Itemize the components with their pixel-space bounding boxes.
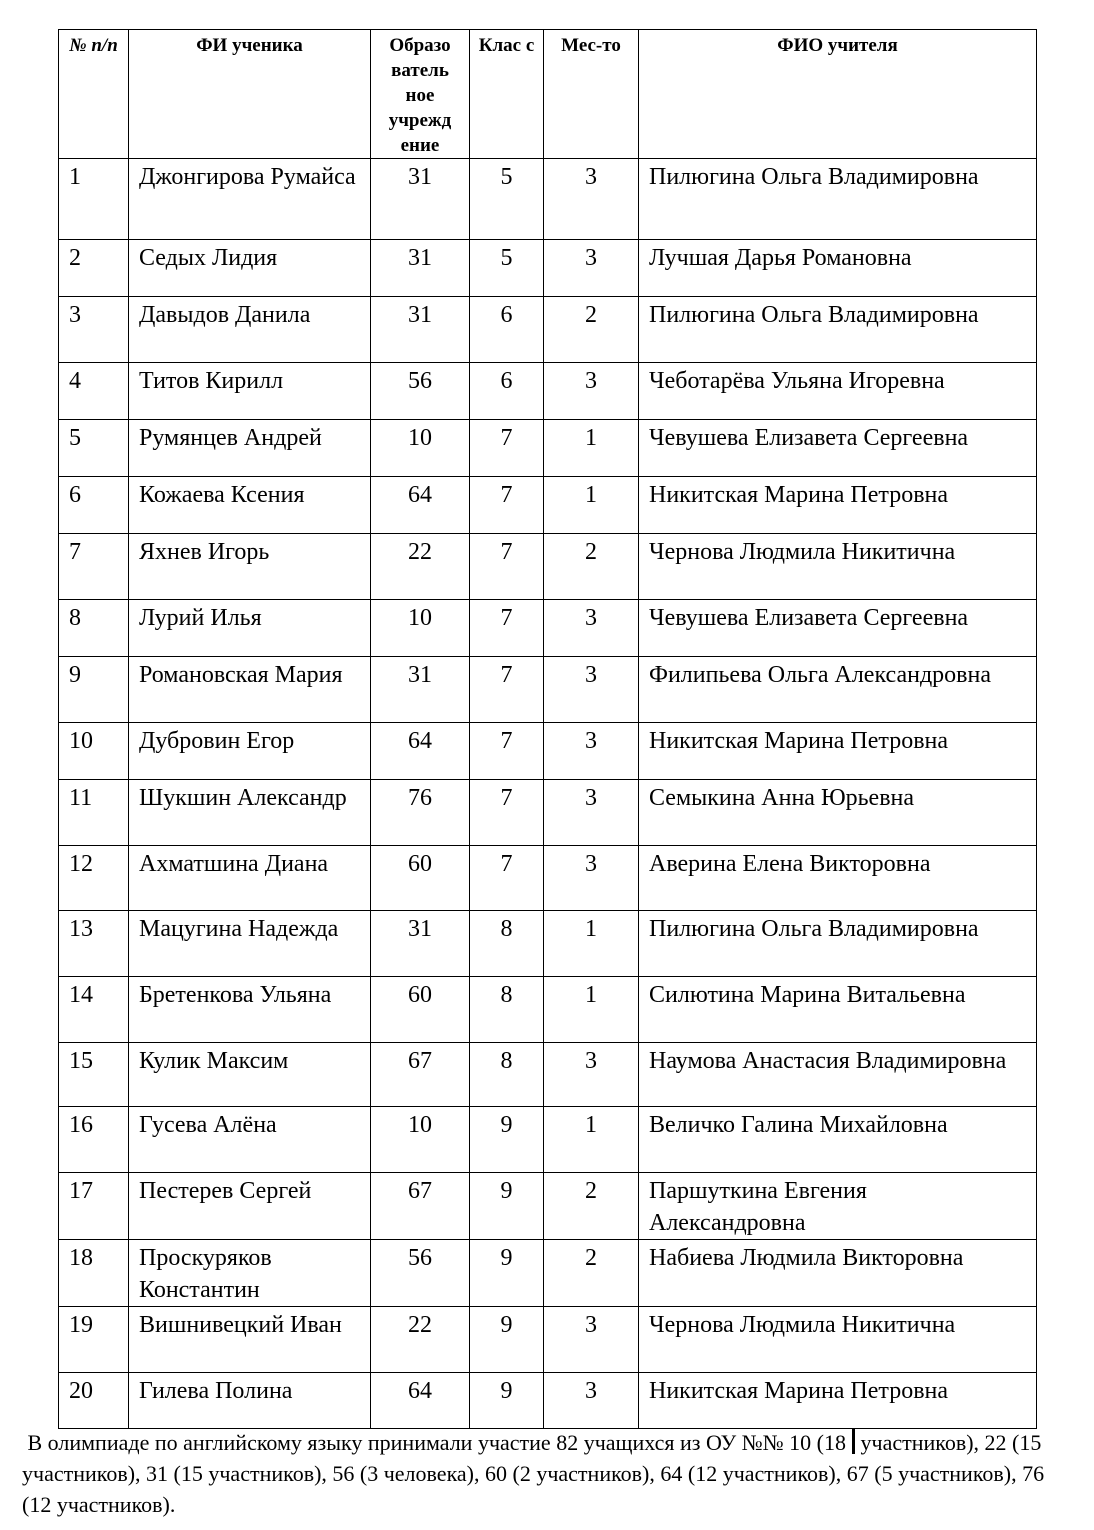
table-row	[59, 1107, 1037, 1173]
teacher-name: Чевушева Елизавета Сергеевна	[639, 600, 1037, 657]
row-number: 18	[59, 1240, 129, 1307]
row-number: 7	[59, 534, 129, 600]
teacher-name: Величко Галина Михайловна	[639, 1107, 1037, 1173]
place: 2	[544, 534, 639, 600]
student-name: Гилева Полина	[129, 1373, 371, 1429]
teacher-name: Чернова Людмила Никитична	[639, 1307, 1037, 1373]
grade: 8	[470, 977, 544, 1043]
header-teacher: ФИО учителя	[639, 30, 1037, 159]
row-number: 16	[59, 1107, 129, 1173]
table-row	[59, 723, 1037, 780]
row-number: 12	[59, 846, 129, 911]
table-row	[59, 534, 1037, 600]
table-body	[59, 159, 1037, 1429]
teacher-name: Чеботарёва Ульяна Игоревна	[639, 363, 1037, 420]
row-number: 1	[59, 159, 129, 240]
teacher-name: Пилюгина Ольга Владимировна	[639, 159, 1037, 240]
school-number: 76	[371, 780, 470, 846]
row-number: 13	[59, 911, 129, 977]
grade: 5	[470, 240, 544, 297]
teacher-name: Лучшая Дарья Романовна	[639, 240, 1037, 297]
place: 3	[544, 780, 639, 846]
teacher-name: Наумова Анастасия Владимировна	[639, 1043, 1037, 1107]
place: 3	[544, 723, 639, 780]
student-name: Дубровин Егор	[129, 723, 371, 780]
row-number: 4	[59, 363, 129, 420]
row-number: 15	[59, 1043, 129, 1107]
grade: 7	[470, 657, 544, 723]
school-number: 22	[371, 1307, 470, 1373]
header-grade: Клас с	[470, 30, 544, 159]
student-name: Мацугина Надежда	[129, 911, 371, 977]
place: 3	[544, 1043, 639, 1107]
student-name: Румянцев Андрей	[129, 420, 371, 477]
row-number: 2	[59, 240, 129, 297]
header-place: Мес-то	[544, 30, 639, 159]
grade: 9	[470, 1107, 544, 1173]
school-number: 56	[371, 363, 470, 420]
grade: 5	[470, 159, 544, 240]
row-number: 14	[59, 977, 129, 1043]
place: 1	[544, 420, 639, 477]
grade: 7	[470, 420, 544, 477]
table-row	[59, 1240, 1037, 1307]
row-number: 6	[59, 477, 129, 534]
grade: 7	[470, 600, 544, 657]
table-header-row	[59, 30, 1037, 159]
school-number: 64	[371, 477, 470, 534]
place: 3	[544, 363, 639, 420]
row-number: 8	[59, 600, 129, 657]
student-name: Шукшин Александр	[129, 780, 371, 846]
school-number: 31	[371, 911, 470, 977]
place: 3	[544, 1373, 639, 1429]
teacher-name: Набиева Людмила Викторовна	[639, 1240, 1037, 1307]
place: 2	[544, 1240, 639, 1307]
place: 3	[544, 600, 639, 657]
teacher-name: Никитская Марина Петровна	[639, 723, 1037, 780]
teacher-name: Пилюгина Ольга Владимировна	[639, 911, 1037, 977]
grade: 9	[470, 1373, 544, 1429]
student-name: Пестерев Сергей	[129, 1173, 371, 1240]
place: 1	[544, 977, 639, 1043]
row-number: 20	[59, 1373, 129, 1429]
school-number: 64	[371, 1373, 470, 1429]
school-number: 64	[371, 723, 470, 780]
school-number: 10	[371, 1107, 470, 1173]
header-school: Образо ватель ное учрежд ение	[371, 30, 470, 159]
school-number: 67	[371, 1043, 470, 1107]
summary-text-line1: В олимпиаде по английскому языку принимали участие 82 учащихся из ОУ №№ 10 (18	[27, 1430, 846, 1455]
place: 3	[544, 240, 639, 297]
grade: 9	[470, 1173, 544, 1240]
student-name: Яхнев Игорь	[129, 534, 371, 600]
row-number: 11	[59, 780, 129, 846]
place: 3	[544, 657, 639, 723]
summary-paragraph	[22, 1427, 1052, 1520]
teacher-name: Никитская Марина Петровна	[639, 1373, 1037, 1429]
school-number: 31	[371, 297, 470, 363]
teacher-name: Никитская Марина Петровна	[639, 477, 1037, 534]
school-number: 67	[371, 1173, 470, 1240]
header-student: ФИ ученика	[129, 30, 371, 159]
school-number: 60	[371, 846, 470, 911]
summary-text-rest: участников), 22 (15 участников), 31 (15 участников), 56 (3 человека), 60 (2 участников), 64 (12 участников), 67 (5 участников), 76 (12 участников).	[22, 1430, 1045, 1517]
table-row	[59, 477, 1037, 534]
student-name: Ахматшина Диана	[129, 846, 371, 911]
place: 3	[544, 159, 639, 240]
grade: 8	[470, 911, 544, 977]
row-number: 5	[59, 420, 129, 477]
table-row	[59, 1043, 1037, 1107]
table-row	[59, 420, 1037, 477]
table-row	[59, 1307, 1037, 1373]
place: 3	[544, 846, 639, 911]
grade: 6	[470, 363, 544, 420]
grade: 7	[470, 846, 544, 911]
place: 1	[544, 911, 639, 977]
table-row	[59, 780, 1037, 846]
results-table	[58, 29, 1037, 1429]
place: 3	[544, 1307, 639, 1373]
place: 1	[544, 1107, 639, 1173]
student-name: Проскуряков Константин	[129, 1240, 371, 1307]
table-row	[59, 159, 1037, 240]
grade: 9	[470, 1240, 544, 1307]
table-row	[59, 977, 1037, 1043]
school-number: 31	[371, 159, 470, 240]
row-number: 10	[59, 723, 129, 780]
school-number: 31	[371, 657, 470, 723]
row-number: 19	[59, 1307, 129, 1373]
table-row	[59, 1373, 1037, 1429]
grade: 9	[470, 1307, 544, 1373]
school-number: 31	[371, 240, 470, 297]
student-name: Кулик Максим	[129, 1043, 371, 1107]
teacher-name: Чернова Людмила Никитична	[639, 534, 1037, 600]
grade: 7	[470, 477, 544, 534]
teacher-name: Силютина Марина Витальевна	[639, 977, 1037, 1043]
table-row	[59, 657, 1037, 723]
grade: 7	[470, 723, 544, 780]
teacher-name: Аверина Елена Викторовна	[639, 846, 1037, 911]
table-row	[59, 1173, 1037, 1240]
place: 2	[544, 297, 639, 363]
row-number: 17	[59, 1173, 129, 1240]
student-name: Романовская Мария	[129, 657, 371, 723]
school-number: 10	[371, 600, 470, 657]
teacher-name: Чевушева Елизавета Сергеевна	[639, 420, 1037, 477]
table-row	[59, 846, 1037, 911]
text-cursor	[852, 1428, 855, 1454]
row-number: 3	[59, 297, 129, 363]
school-number: 56	[371, 1240, 470, 1307]
student-name: Титов Кирилл	[129, 363, 371, 420]
teacher-name: Филипьева Ольга Александровна	[639, 657, 1037, 723]
grade: 8	[470, 1043, 544, 1107]
header-number: № п/п	[59, 30, 129, 159]
student-name: Гусева Алёна	[129, 1107, 371, 1173]
school-number: 10	[371, 420, 470, 477]
student-name: Лурий Илья	[129, 600, 371, 657]
teacher-name: Семыкина Анна Юрьевна	[639, 780, 1037, 846]
student-name: Бретенкова Ульяна	[129, 977, 371, 1043]
grade: 6	[470, 297, 544, 363]
table-row	[59, 363, 1037, 420]
student-name: Давыдов Данила	[129, 297, 371, 363]
grade: 7	[470, 534, 544, 600]
teacher-name: Паршуткина Евгения Александровна	[639, 1173, 1037, 1240]
teacher-name: Пилюгина Ольга Владимировна	[639, 297, 1037, 363]
row-number: 9	[59, 657, 129, 723]
table-row	[59, 600, 1037, 657]
school-number: 22	[371, 534, 470, 600]
student-name: Джонгирова Румайса	[129, 159, 371, 240]
grade: 7	[470, 780, 544, 846]
student-name: Седых Лидия	[129, 240, 371, 297]
place: 2	[544, 1173, 639, 1240]
table-row	[59, 911, 1037, 977]
table-row	[59, 297, 1037, 363]
place: 1	[544, 477, 639, 534]
table-row	[59, 240, 1037, 297]
student-name: Вишнивецкий Иван	[129, 1307, 371, 1373]
student-name: Кожаева Ксения	[129, 477, 371, 534]
school-number: 60	[371, 977, 470, 1043]
